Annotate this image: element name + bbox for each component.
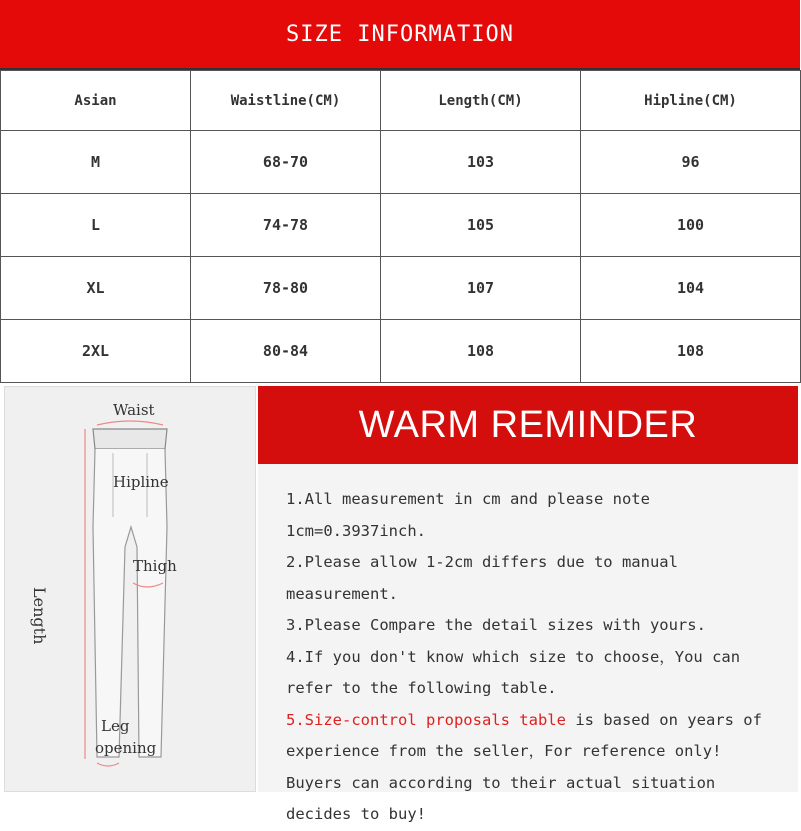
table-row [1,194,801,257]
item5-text: is based on years of experience from the seller，For reference only! Buyers can according to their actual situation decides to buy! [286,710,762,823]
table-row [1,257,801,320]
column-header-waistline: Waistline(CM) [191,71,381,131]
column-header-hipline: Hipline(CM) [581,71,801,131]
size-information-header [0,0,800,70]
hipline-cell: 100 [581,194,801,257]
hipline-label: Hipline [113,473,169,491]
size-cell: L [1,194,191,257]
reminder-list [286,484,786,831]
waist-label: Waist [113,401,155,419]
list-item: 4.If you don't know which size to choose，You can refer to the following table. [286,647,741,697]
size-cell: 2XL [1,320,191,383]
lower-section [0,384,800,823]
opening-label: opening [95,739,157,757]
item5-prefix: 5. [286,710,305,729]
length-cell: 105 [381,194,581,257]
table-row [1,131,801,194]
list-item [286,705,786,831]
length-label: Length [30,587,49,645]
warm-reminder-title: WARM REMINDER [358,403,698,446]
hipline-cell: 104 [581,257,801,320]
thigh-label: Thigh [133,557,177,575]
list-item: 3.Please Compare the detail sizes with yours. [286,616,706,634]
length-cell: 103 [381,131,581,194]
length-cell: 108 [381,320,581,383]
waistline-cell: 80-84 [191,320,381,383]
waistline-cell: 74-78 [191,194,381,257]
leg-label: Leg [101,717,130,735]
warm-reminder-panel [258,386,798,823]
length-cell: 107 [381,257,581,320]
size-control-highlight: Size-control proposals table [304,710,566,729]
warm-reminder-header [258,386,798,464]
list-item: 2.Please allow 1-2cm differs due to manual measurement. [286,553,678,603]
hipline-cell: 96 [581,131,801,194]
hipline-cell: 108 [581,320,801,383]
waistline-cell: 78-80 [191,257,381,320]
waistline-cell: 68-70 [191,131,381,194]
column-header-asian: Asian [1,71,191,131]
size-table [0,70,801,383]
size-cell: M [1,131,191,194]
column-header-length: Length(CM) [381,71,581,131]
table-row [1,320,801,383]
pants-diagram [4,386,256,792]
size-information-title: SIZE INFORMATION [286,21,514,47]
list-item: 1.All measurement in cm and please note 1cm=0.3937inch. [286,490,650,540]
table-header-row [1,71,801,131]
size-cell: XL [1,257,191,320]
